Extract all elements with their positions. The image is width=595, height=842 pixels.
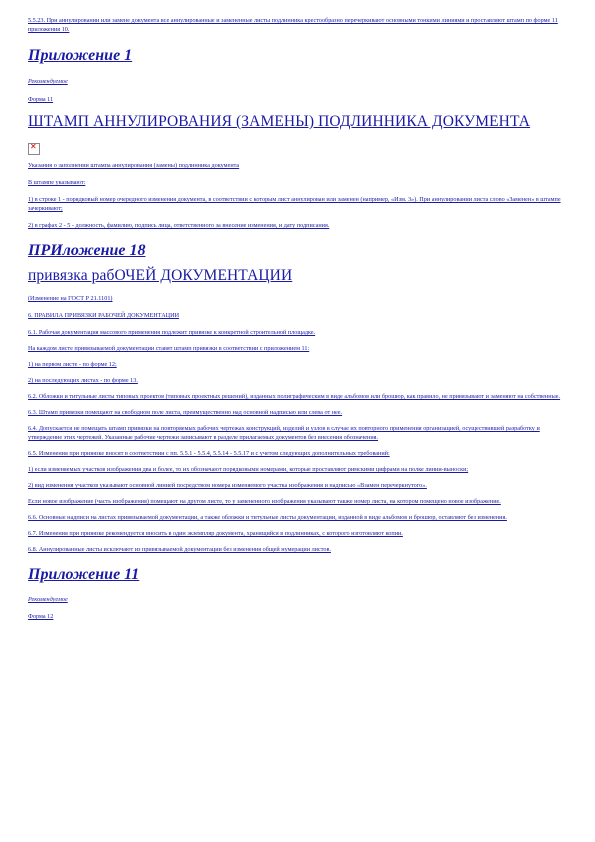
paragraph-5-5-23: 5.5.23. При аннулировании или замене документа все аннулированные и замененные листы подлинника крестообразно перечеркивают основными тонкими линиями и проставляют штамп по форме 11 приложения 10. bbox=[28, 17, 558, 33]
appendix-11-status: Рекомендуемое bbox=[28, 596, 68, 603]
para-6-7: 6.7. Изменения при привязке рекомендуется вносить в один экземпляр документа, хранящийся в подлинниках, с которого изготовляют копии. bbox=[28, 530, 403, 537]
appendix-11-form: Форма 12 bbox=[28, 613, 54, 620]
para-first-sheet: 1) на первом листе - по форме 12; bbox=[28, 361, 117, 368]
appendix-1-status: Рекомендуемое bbox=[28, 78, 68, 85]
appendix-1-form: Форма 11 bbox=[28, 96, 54, 103]
stamp-caption: Указания о заполнении штампа аннулирования (замены) подлинника документа bbox=[28, 162, 240, 169]
para-next-sheets: 2) на последующих листах - по форме 13. bbox=[28, 377, 138, 384]
section-6-title: 6. ПРАВИЛА ПРИВЯЗКИ РАБОЧЕЙ ДОКУМЕНТАЦИИ bbox=[28, 312, 180, 319]
para-6-5-2: 2) вид изменения участков указывают основной линией посредством номера изменяемого участка изображения и надписью «Взамен перечеркнутого». bbox=[28, 482, 427, 489]
appendix-11-title[interactable]: Приложение 11 bbox=[28, 566, 140, 583]
appendix-1-title[interactable]: Приложение 1 bbox=[28, 47, 133, 64]
para-6-5-1: 1) если изменяемых участков изображения два и более, то их обозначают порядковыми номерами, которые проставляют римскими цифрами на полке линии-выноски; bbox=[28, 466, 469, 473]
stamp-item-2: 2) в графах 2 - 5 - должность, фамилию, подпись лица, ответственного за внесение изменения, и дату подписания. bbox=[28, 222, 330, 229]
binding-heading[interactable]: привязка рабОЧЕЙ ДОКУМЕНТАЦИИ bbox=[28, 267, 293, 284]
para-6-3: 6.3. Штамп привязки помещают на свободном поле листа, преимущественно над основной надписью или слева от нее. bbox=[28, 409, 343, 416]
stamp-item-1: 1) в строке 1 - порядковый номер очередного изменения документа, в соответствии с которым лист аннулирован или заменен (например, «Изм. 3»). При аннулировании листа слово «Заменен» в штампе зачеркивают; bbox=[28, 196, 561, 212]
appendix-18-title[interactable]: ПРИложение 18 bbox=[28, 242, 146, 259]
para-6-6: 6.6. Основные надписи на листах привязываемой документации, а также обложки и титульные листы документации, изданной в виде альбомов и брошюр, оставляют без изменения. bbox=[28, 514, 507, 521]
para-stamp-sheets: На каждом листе привязываемой документации ставят штамп привязки в соответствии с приложением 11: bbox=[28, 345, 310, 352]
para-6-1: 6.1. Рабочая документация массового применения подлежит привязке к конкретной строительной площадке. bbox=[28, 329, 316, 336]
para-6-5: 6.5. Изменения при привязке вносят в соответствии с пп. 5.5.1 - 5.5.4, 5.5.14 - 5.5.17 и с учетом следующих дополнительных требований: bbox=[28, 450, 390, 457]
stamp-heading[interactable]: ШТАМП АННУЛИРОВАНИЯ (ЗАМЕНЫ) ПОДЛИННИКА ДОКУМЕНТА bbox=[28, 113, 531, 130]
binding-note: (Изменение на ГОСТ Р 21.1101) bbox=[28, 295, 113, 302]
broken-image-icon bbox=[28, 143, 40, 155]
para-new-image: Если новое изображение (часть изображения) помещают на другом листе, то у замененного изображения указывают также номер листа, на котором помещено новое изображение. bbox=[28, 498, 501, 505]
para-6-8: 6.8. Аннулированные листы исключают из привязываемой документации без изменения общей нумерации листов. bbox=[28, 546, 331, 553]
para-6-2: 6.2. Обложки и титульные листы типовых проектов (типовых проектных решений), изданных полиграфическим в виде альбомов или брошюр, как правило, не привязывают и заменяют на собственные. bbox=[28, 393, 561, 400]
para-6-4: 6.4. Допускается не помещать штамп привязки на повторяемых рабочих чертежах конструкций, изделий и узлов в случае их повторного применения организацией, осуществившей разработку и утверждение этих чертежей. Указанные рабочие чертежи записывают в разделе прилагаемых документов без внесения обозначения. bbox=[28, 425, 540, 441]
stamp-lead: В штампе указывают: bbox=[28, 179, 86, 186]
document-page bbox=[28, 16, 568, 621]
